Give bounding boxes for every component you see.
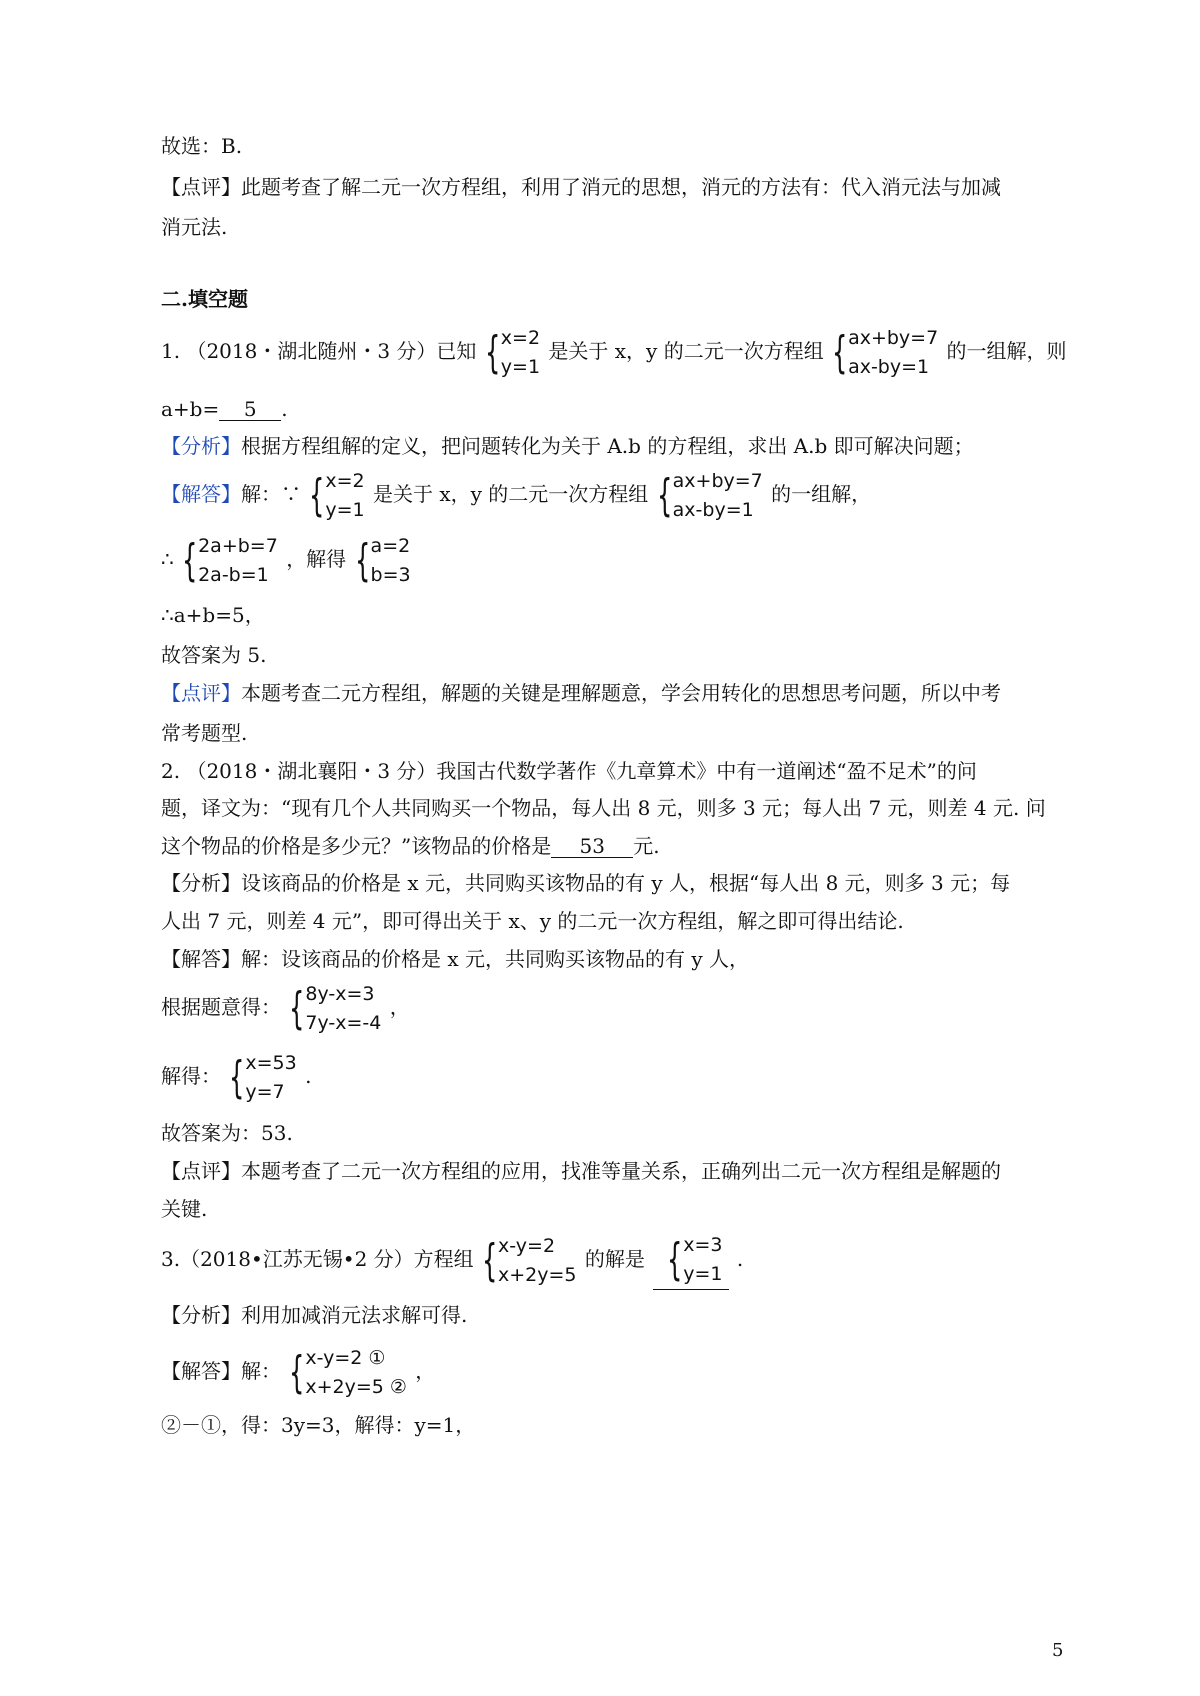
analysis-line: 【分析】根据方程组解的定义，把问题转化为关于 A.b 的方程组，求出 A.b 即可解决问题； bbox=[161, 434, 974, 458]
section-title: 二.填空题 bbox=[161, 287, 248, 311]
text-line: 故答案为：53. bbox=[161, 1121, 293, 1145]
solution-line: 解得： { x=53 y=7 . bbox=[161, 1047, 311, 1105]
text-line: 关键. bbox=[161, 1197, 208, 1221]
solution-line: 【解答】解： { x-y=2 ① x+2y=5 ② ， bbox=[161, 1342, 435, 1400]
text-line: 故选：B. bbox=[161, 134, 243, 158]
solution-line: 【解答】解：设该商品的价格是 x 元，共同购买该物品的有 y 人， bbox=[161, 947, 750, 971]
solution-tag: 【解答】 bbox=[161, 947, 241, 971]
analysis-tag: 【分析】 bbox=[161, 434, 241, 458]
comment-line: 【点评】本题考查二元方程组，解题的关键是理解题意，学会用转化的思想思考问题，所以中考 bbox=[161, 681, 1001, 705]
answer-blank: 5 bbox=[219, 398, 281, 421]
answer-blank: { x=3 y=1 bbox=[653, 1231, 728, 1290]
solution-tag: 【解答】 bbox=[161, 1359, 241, 1383]
equation-system: { ax+by=7 ax-by=1 bbox=[832, 326, 939, 378]
question-1: 1. （2018・湖北随州・3 分）已知 { x=2 y=1 是关于 x，y 的二元一次方程组 { ax+by=7 ax-by=1 的一组解，则 bbox=[161, 322, 1067, 380]
page-number: 5 bbox=[1052, 1640, 1064, 1661]
equation-system: { 8y-x=3 7y-x=-4 bbox=[289, 982, 382, 1034]
equation-system: { a=2 b=3 bbox=[354, 534, 411, 586]
comment-tag: 【点评】 bbox=[161, 681, 241, 705]
equation-system: { x-y=2 ① x+2y=5 ② bbox=[289, 1346, 407, 1398]
equation-system: { x-y=2 x+2y=5 bbox=[482, 1234, 577, 1286]
analysis-tag: 【分析】 bbox=[161, 1303, 241, 1327]
comment-line: 【点评】本题考查了二元一次方程组的应用，找准等量关系，正确列出二元一次方程组是解题的 bbox=[161, 1159, 1001, 1183]
equation-system: { x=2 y=1 bbox=[309, 469, 365, 521]
text-line: ②－①，得：3y=3，解得：y=1， bbox=[161, 1413, 476, 1437]
solution-line: 根据题意得： { 8y-x=3 7y-x=-4 ， bbox=[161, 978, 410, 1036]
equation-system: { 2a+b=7 2a-b=1 bbox=[182, 534, 278, 586]
equation-system: { ax+by=7 ax-by=1 bbox=[656, 469, 763, 521]
analysis-line: 【分析】设该商品的价格是 x 元，共同购买该物品的有 y 人，根据“每人出 8 元，则多 3 元；每 bbox=[161, 871, 1011, 895]
text-line: 故答案为 5. bbox=[161, 643, 267, 667]
analysis-tag: 【分析】 bbox=[161, 871, 241, 895]
comment-line: 【点评】此题考查了解二元一次方程组，利用了消元的思想，消元的方法有：代入消元法与加减 bbox=[161, 175, 1001, 199]
text-line: 这个物品的价格是多少元？”该物品的价格是 53 元. bbox=[161, 834, 660, 858]
solution-line: 【解答】解：∵ { x=2 y=1 是关于 x，y 的二元一次方程组 { ax+by=7 ax-by=1 的一组解， bbox=[161, 465, 871, 523]
answer-blank: 53 bbox=[551, 835, 633, 858]
text-line: 常考题型. bbox=[161, 721, 248, 745]
solution-line: ∴ { 2a+b=7 2a-b=1 ，解得 { a=2 b=3 bbox=[161, 530, 413, 588]
comment-tag: 【点评】 bbox=[161, 175, 241, 199]
question-2: 2. （2018・湖北襄阳・3 分）我国古代数学著作《九章算术》中有一道阐述“盈不足术”的问 bbox=[161, 759, 977, 783]
text-line: ∴a+b=5， bbox=[161, 603, 265, 627]
text-line: 人出 7 元，则差 4 元”，即可得出关于 x、y 的二元一次方程组，解之即可得出结论. bbox=[161, 909, 904, 933]
text-line: 题，译文为：“现有几个人共同购买一个物品，每人出 8 元，则多 3 元；每人出 7 元，则差 4 元. 问 bbox=[161, 796, 1046, 820]
comment-tag: 【点评】 bbox=[161, 1159, 241, 1183]
analysis-line: 【分析】利用加减消元法求解可得. bbox=[161, 1303, 468, 1327]
answer-line: a+b= 5 . bbox=[161, 397, 288, 421]
text-line: 消元法. bbox=[161, 215, 228, 239]
equation-system: { x=2 y=1 bbox=[484, 326, 541, 378]
question-3: 3.（2018•江苏无锡•2 分）方程组 { x-y=2 x+2y=5 的解是 { x=3 y=1 . bbox=[161, 1230, 743, 1288]
solution-tag: 【解答】 bbox=[161, 482, 241, 506]
equation-system: { x=53 y=7 bbox=[229, 1051, 297, 1103]
